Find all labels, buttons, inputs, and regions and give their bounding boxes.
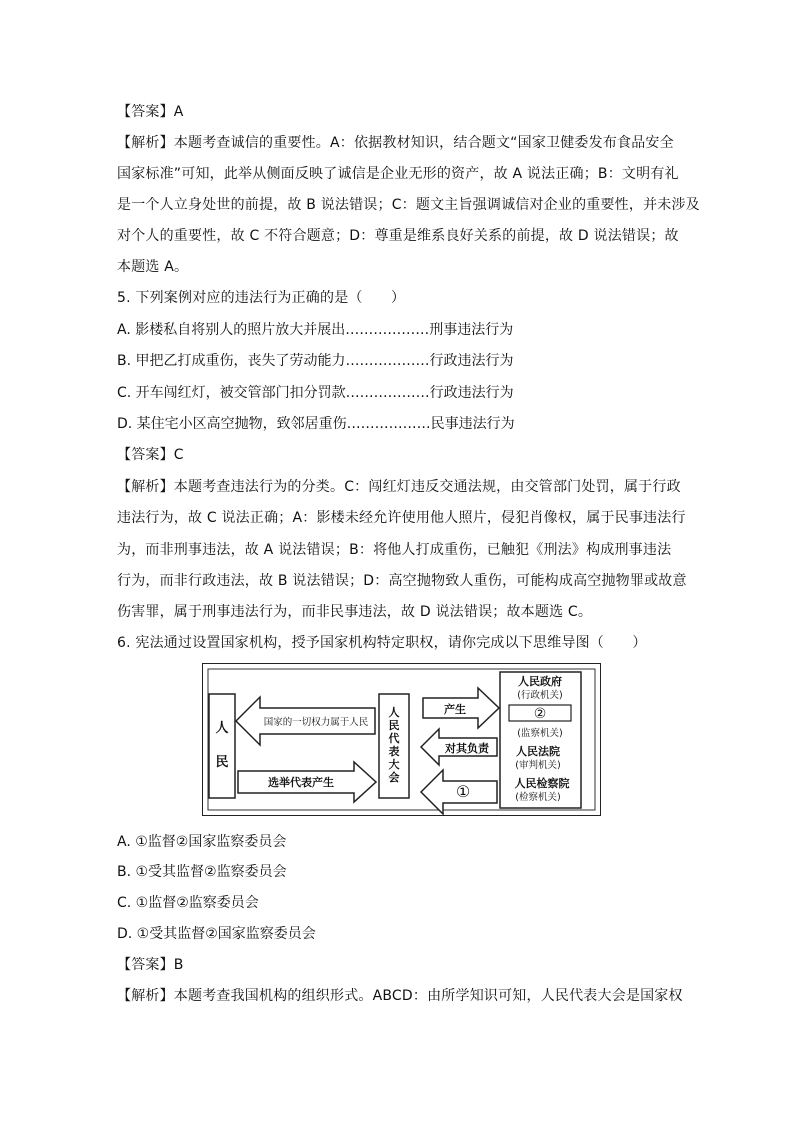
npc-char-2: 民 bbox=[388, 719, 400, 732]
q5-analysis-line-4: 行为，而非行政违法，故 B 说法错误；D：高空抛物致人重伤，可能构成高空抛物罪或故意 bbox=[117, 573, 687, 589]
arrow-elect-label: 选举代表产生 bbox=[268, 776, 334, 789]
q5-option-b: B. 甲把乙打成重伤，丧失了劳动能力………………行政违法行为 bbox=[117, 353, 514, 369]
q6-analysis-line-1: 【解析】本题考查我国机构的组织形式。ABCD：由所学知识可知，人民代表大会是国家权 bbox=[117, 988, 683, 1004]
people-char-2: 民 bbox=[215, 755, 229, 770]
court-sub-label: (审判机关) bbox=[515, 760, 561, 771]
q6-option-a: A. ①监督②国家监察委员会 bbox=[117, 834, 287, 850]
procuratorate-label: 人民检察院 bbox=[514, 777, 570, 790]
court-label: 人民法院 bbox=[516, 745, 560, 758]
q5-stem: 5. 下列案例对应的违法行为正确的是（ ） bbox=[117, 290, 406, 306]
supervision-sub-label: (监察机关) bbox=[517, 728, 563, 739]
q5-analysis-line-3: 为，而非刑事违法，故 A 说法错误；B：将他人打成重伤，已触犯《刑法》构成刑事违法 bbox=[117, 542, 672, 558]
q5-analysis-line-2: 违法行为，故 C 说法正确；A：影楼未经允许使用他人照片，侵犯肖像权，属于民事违法行 bbox=[117, 510, 686, 526]
blank-2-marker: ② bbox=[533, 706, 547, 722]
q4-analysis-line-2: 国家标准”可知，此举从侧面反映了诚信是企业无形的资产，故 A 说法正确；B：文明有礼 bbox=[117, 166, 679, 182]
npc-char-3: 代 bbox=[388, 732, 400, 745]
q4-analysis-line-5: 本题选 A。 bbox=[117, 259, 189, 275]
q5-option-a: A. 影楼私自将别人的照片放大并展出………………刑事违法行为 bbox=[117, 322, 514, 338]
q4-analysis-line-4: 对个人的重要性，故 C 不符合题意；D：尊重是维系良好关系的前提，故 D 说法错误；故 bbox=[117, 228, 679, 244]
q6-option-c: C. ①监督②监察委员会 bbox=[117, 895, 259, 911]
q5-answer: 【答案】C bbox=[117, 447, 184, 463]
q4-analysis-line-1: 【解析】本题考查诚信的重要性。A：依据教材知识，结合题文“国家卫健委发布食品安全 bbox=[117, 135, 674, 151]
arrow-responsible-label: 对其负责 bbox=[445, 742, 489, 755]
arrow-produce-label: 产生 bbox=[444, 703, 466, 716]
blank-1-marker: ① bbox=[455, 782, 471, 801]
q5-analysis-line-5: 伤害罪，属于刑事违法行为，而非民事违法，故 D 说法错误；故本题选 C。 bbox=[117, 604, 593, 620]
q6-answer: 【答案】B bbox=[117, 957, 184, 973]
q5-option-c: C. 开车闯红灯，被交管部门扣分罚款………………行政违法行为 bbox=[117, 385, 514, 401]
npc-char-5: 大 bbox=[388, 758, 400, 771]
q6-stem: 6. 宪法通过设置国家机构，授予国家机构特定职权，请你完成以下思维导图（ ） bbox=[117, 635, 647, 651]
npc-char-6: 会 bbox=[388, 771, 400, 784]
arrow-power-label: 国家的一切权力属于人民 bbox=[263, 717, 369, 728]
q5-analysis-line-1: 【解析】本题考查违法行为的分类。C：闯红灯违反交通法规，由交管部门处罚，属于行政 bbox=[117, 479, 681, 495]
q6-option-d: D. ①受其监督②国家监察委员会 bbox=[117, 926, 316, 942]
people-char-1: 人 bbox=[215, 721, 229, 736]
npc-char-4: 表 bbox=[388, 745, 400, 758]
npc-char-1: 人 bbox=[388, 706, 400, 719]
procuratorate-sub-label: (检察机关) bbox=[515, 792, 561, 803]
gov-label: 人民政府 bbox=[518, 675, 562, 688]
gov-sub-label: (行政机关) bbox=[517, 690, 563, 701]
q4-analysis-line-3: 是一个人立身处世的前提，故 B 说法错误；C：题文主旨强调诚信对企业的重要性，并未涉及 bbox=[117, 197, 700, 213]
q6-option-b: B. ①受其监督②监察委员会 bbox=[117, 864, 287, 880]
mind-map-diagram bbox=[202, 663, 601, 816]
people-box bbox=[209, 694, 235, 798]
q5-option-d: D. 某住宅小区高空抛物，致邻居重伤………………民事违法行为 bbox=[117, 416, 515, 432]
q4-answer: 【答案】A bbox=[117, 104, 184, 120]
